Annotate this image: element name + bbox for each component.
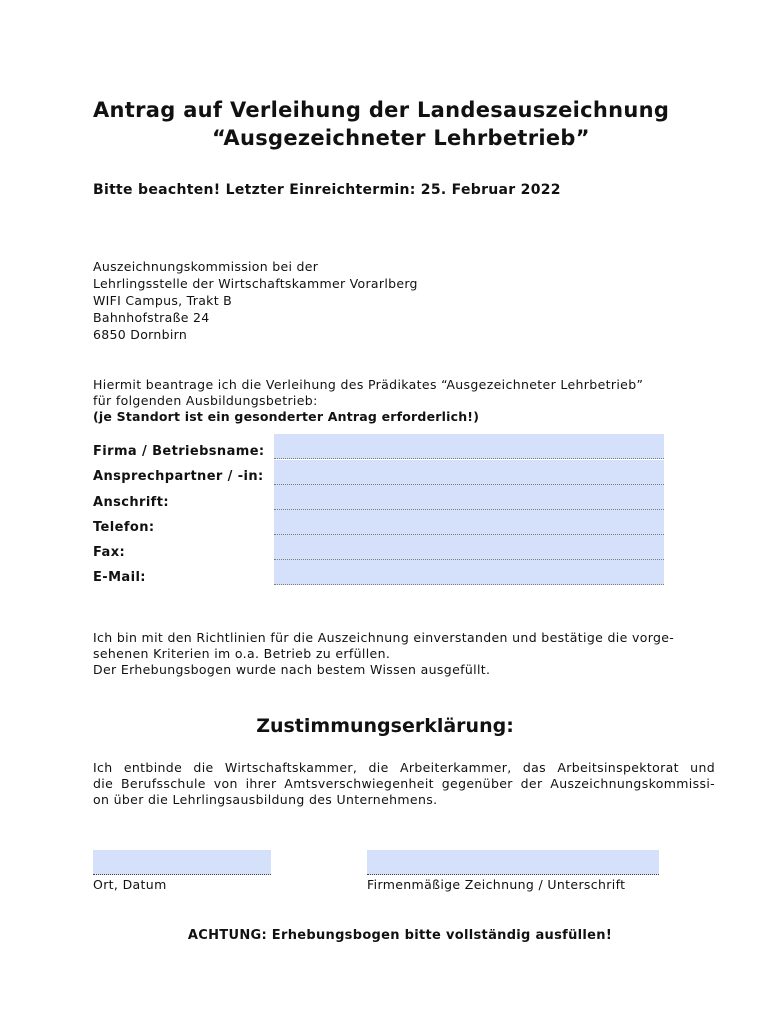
agreement-paragraph: [93, 630, 674, 678]
completion-warning: ACHTUNG: Erhebungsbogen bitte vollständig ausfüllen!: [187, 928, 613, 943]
place-date-label: Ort, Datum: [93, 877, 167, 892]
consent-line: Ich entbinde die Wirtschaftskammer, die Arbeiterkammer, das Arbeitsinspektorat und: [93, 760, 715, 775]
address-line: Auszeichnungskommission bei der: [93, 259, 319, 274]
consent-paragraph: [93, 760, 715, 808]
label-fax: Fax:: [93, 545, 126, 560]
input-firma[interactable]: [274, 434, 664, 459]
intro-paragraph: [93, 377, 643, 425]
agreement-line: sehenen Kriterien im o.a. Betrieb zu erfüllen.: [93, 646, 391, 661]
address-line: Bahnhofstraße 24: [93, 310, 210, 325]
input-anschrift[interactable]: [274, 485, 664, 510]
address-block: [93, 258, 418, 343]
deadline-notice: Bitte beachten! Letzter Einreichtermin: 25. Februar 2022: [93, 182, 561, 198]
document-title-line2: “Ausgezeichneter Lehrbetrieb”: [212, 126, 590, 150]
intro-line: für folgenden Ausbildungsbetrieb:: [93, 393, 318, 408]
address-line: Lehrlingsstelle der Wirtschaftskammer Vorarlberg: [93, 276, 418, 291]
intro-line: Hiermit beantrage ich die Verleihung des Prädikates “Ausgezeichneter Lehrbetrieb”: [93, 377, 644, 392]
agreement-line: Ich bin mit den Richtlinien für die Auszeichnung einverstanden und bestätige die vorge-: [93, 630, 675, 645]
consent-line: die Berufsschule von ihrer Amtsverschwiegenheit gegenüber der Auszeichnungskommissi-: [93, 776, 715, 791]
place-date-field[interactable]: [93, 850, 271, 875]
label-telefon: Telefon:: [93, 520, 155, 535]
agreement-line: Der Erhebungsbogen wurde nach bestem Wissen ausgefüllt.: [93, 662, 491, 677]
consent-line: on über die Lehrlingsausbildung des Unternehmens.: [93, 792, 438, 807]
label-anschrift: Anschrift:: [93, 495, 169, 510]
input-email[interactable]: [274, 560, 664, 585]
address-line: WIFI Campus, Trakt B: [93, 293, 233, 308]
label-ansprechpartner: Ansprechpartner / -in:: [93, 469, 264, 484]
consent-heading: Zustimmungserklärung:: [256, 715, 514, 737]
input-ansprechpartner[interactable]: [274, 460, 664, 485]
document-title-line1: Antrag auf Verleihung der Landesauszeichnung: [93, 98, 670, 122]
address-line: 6850 Dornbirn: [93, 327, 188, 342]
label-firma: Firma / Betriebsname:: [93, 444, 265, 459]
intro-note: (je Standort ist ein gesonderter Antrag erforderlich!): [93, 409, 480, 424]
input-fax[interactable]: [274, 535, 664, 560]
input-telefon[interactable]: [274, 510, 664, 535]
label-email: E-Mail:: [93, 570, 146, 585]
company-signature-field[interactable]: [367, 850, 659, 875]
company-signature-label: Firmenmäßige Zeichnung / Unterschrift: [367, 877, 626, 892]
